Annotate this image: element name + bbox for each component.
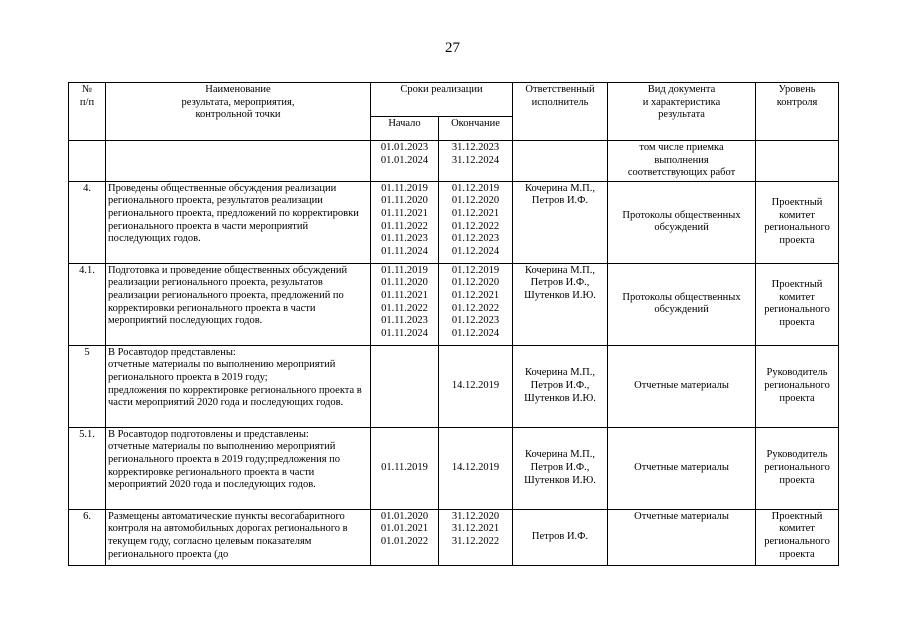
start-date: 01.11.2024 [381, 245, 428, 257]
start-date: 01.11.2021 [381, 207, 428, 219]
row-number: 6. [69, 509, 106, 565]
row-responsible: Кочерина М.П., Петров И.Ф., Шутенков И.Ю. [513, 345, 608, 427]
row-responsible: Кочерина М.П., Петров И.Ф. [513, 181, 608, 263]
table-row [69, 345, 839, 427]
table-row [69, 263, 839, 345]
header-responsible: Ответственный исполнитель [513, 83, 608, 141]
row-responsible: Кочерина М.П., Петров И.Ф., Шутенков И.Ю. [513, 427, 608, 509]
row-number [69, 141, 106, 182]
row-responsible [513, 141, 608, 182]
start-date: 01.11.2019 [381, 264, 428, 276]
row-number: 4. [69, 181, 106, 263]
table-row [69, 181, 839, 263]
start-date: 01.01.2021 [380, 523, 429, 535]
row-end-dates [439, 427, 513, 509]
end-date: 01.12.2022 [451, 220, 500, 232]
row-start-dates [371, 181, 439, 263]
end-date: 31.12.2021 [451, 523, 500, 535]
start-date: 01.01.2022 [380, 535, 429, 547]
page-number: 27 [445, 40, 460, 56]
end-date: 31.12.2023 [451, 142, 500, 153]
start-date: 01.01.2023 [380, 142, 429, 153]
table-row [69, 509, 839, 565]
row-document: Отчетные материалы [608, 509, 756, 565]
row-number: 5 [69, 345, 106, 427]
start-date: 01.11.2019 [381, 461, 428, 473]
row-end-dates [439, 141, 513, 182]
row-level: Руководитель регионального проекта [756, 427, 839, 509]
end-date: 01.12.2022 [451, 302, 500, 314]
end-date: 01.12.2023 [451, 233, 500, 245]
start-date: 01.11.2024 [381, 327, 428, 339]
start-date: 01.01.2024 [380, 154, 429, 166]
row-level: Проектный комитет регионального проекта [756, 509, 839, 565]
row-name [106, 141, 371, 182]
row-name: В Росавтодор подготовлены и представлены: отчетные материалы по выполнению мероприятий регионального проекта в 2019 году;предложения по корректировке регионального проекта в части мероприятий 2020 года и последующих годов. [106, 427, 371, 509]
start-date: 01.11.2022 [381, 302, 428, 314]
start-date: 01.11.2023 [381, 315, 428, 327]
end-date: 01.12.2021 [451, 207, 500, 219]
row-name: Подготовка и проведение общественных обсуждений реализации регионального проекта, результатов реализации регионального проекта, предложений по корректировки регионального проекта в части мероприятий последующих годов. [106, 263, 371, 345]
row-start-dates [371, 141, 439, 182]
row-level: Проектный комитет регионального проекта [756, 263, 839, 345]
header-dates: Сроки реализации [371, 83, 513, 117]
start-date: 01.11.2022 [381, 220, 428, 232]
row-start-dates [371, 427, 439, 509]
row-document: Протоколы общественных обсуждений [608, 181, 756, 263]
row-document: Отчетные материалы [608, 345, 756, 427]
end-date: 01.12.2021 [451, 289, 500, 301]
start-date: 01.01.2020 [380, 510, 429, 522]
row-document: том числе приемка выполнения соответствующих работ [608, 141, 756, 182]
end-date: 31.12.2020 [451, 510, 500, 522]
header-document: Вид документа и характеристика результата [608, 83, 756, 141]
project-plan-table [68, 82, 839, 566]
header-end: Окончание [439, 117, 513, 141]
row-end-dates [439, 509, 513, 565]
end-date: 01.12.2019 [451, 264, 500, 276]
end-date: 14.12.2019 [451, 379, 500, 391]
end-date: 01.12.2024 [451, 245, 500, 257]
row-start-dates [371, 345, 439, 427]
start-date: 01.11.2021 [381, 289, 428, 301]
end-date: 01.12.2023 [451, 315, 500, 327]
row-document: Протоколы общественных обсуждений [608, 263, 756, 345]
header-num: № п/п [69, 83, 106, 141]
end-date: 31.12.2024 [451, 154, 500, 166]
start-date: 01.11.2020 [381, 195, 428, 207]
row-name: В Росавтодор представлены: отчетные материалы по выполнению мероприятий регионального проекта в 2019 году; предложения по корректировке регионального проекта в части мероприятий 2020 года и последующих годов. [106, 345, 371, 427]
row-number: 5.1. [69, 427, 106, 509]
end-date: 31.12.2022 [451, 535, 500, 547]
table-row [69, 427, 839, 509]
start-date: 01.11.2023 [381, 233, 428, 245]
row-responsible: Кочерина М.П., Петров И.Ф., Шутенков И.Ю. [513, 263, 608, 345]
row-end-dates [439, 263, 513, 345]
row-number: 4.1. [69, 263, 106, 345]
row-level: Проектный комитет регионального проекта [756, 181, 839, 263]
header-level: Уровень контроля [756, 83, 839, 141]
header-name: Наименование результата, мероприятия, контрольной точки [106, 83, 371, 141]
end-date: 01.12.2020 [451, 195, 500, 207]
start-date: 01.11.2020 [381, 277, 428, 289]
end-date: 01.12.2020 [451, 277, 500, 289]
header-start: Начало [371, 117, 439, 141]
row-level [756, 141, 839, 182]
start-date: 01.11.2019 [381, 182, 428, 194]
end-date: 01.12.2019 [451, 182, 500, 194]
row-document: Отчетные материалы [608, 427, 756, 509]
row-name: Проведены общественные обсуждения реализации регионального проекта, результатов реализации регионального проекта, предложений по корректировки регионального проекта в части мероприятий последующих годов. [106, 181, 371, 263]
row-start-dates [371, 263, 439, 345]
row-responsible: Петров И.Ф. [513, 509, 608, 565]
row-end-dates [439, 345, 513, 427]
end-date: 01.12.2024 [451, 327, 500, 339]
row-level: Руководитель регионального проекта [756, 345, 839, 427]
end-date: 14.12.2019 [451, 461, 500, 473]
table-row [69, 141, 839, 182]
row-start-dates [371, 509, 439, 565]
row-name: Размещены автоматические пункты весогабаритного контроля на автомобильных дорогах регионального в текущем году, согласно целевым показателям регионального проекта (до [106, 509, 371, 565]
row-end-dates [439, 181, 513, 263]
